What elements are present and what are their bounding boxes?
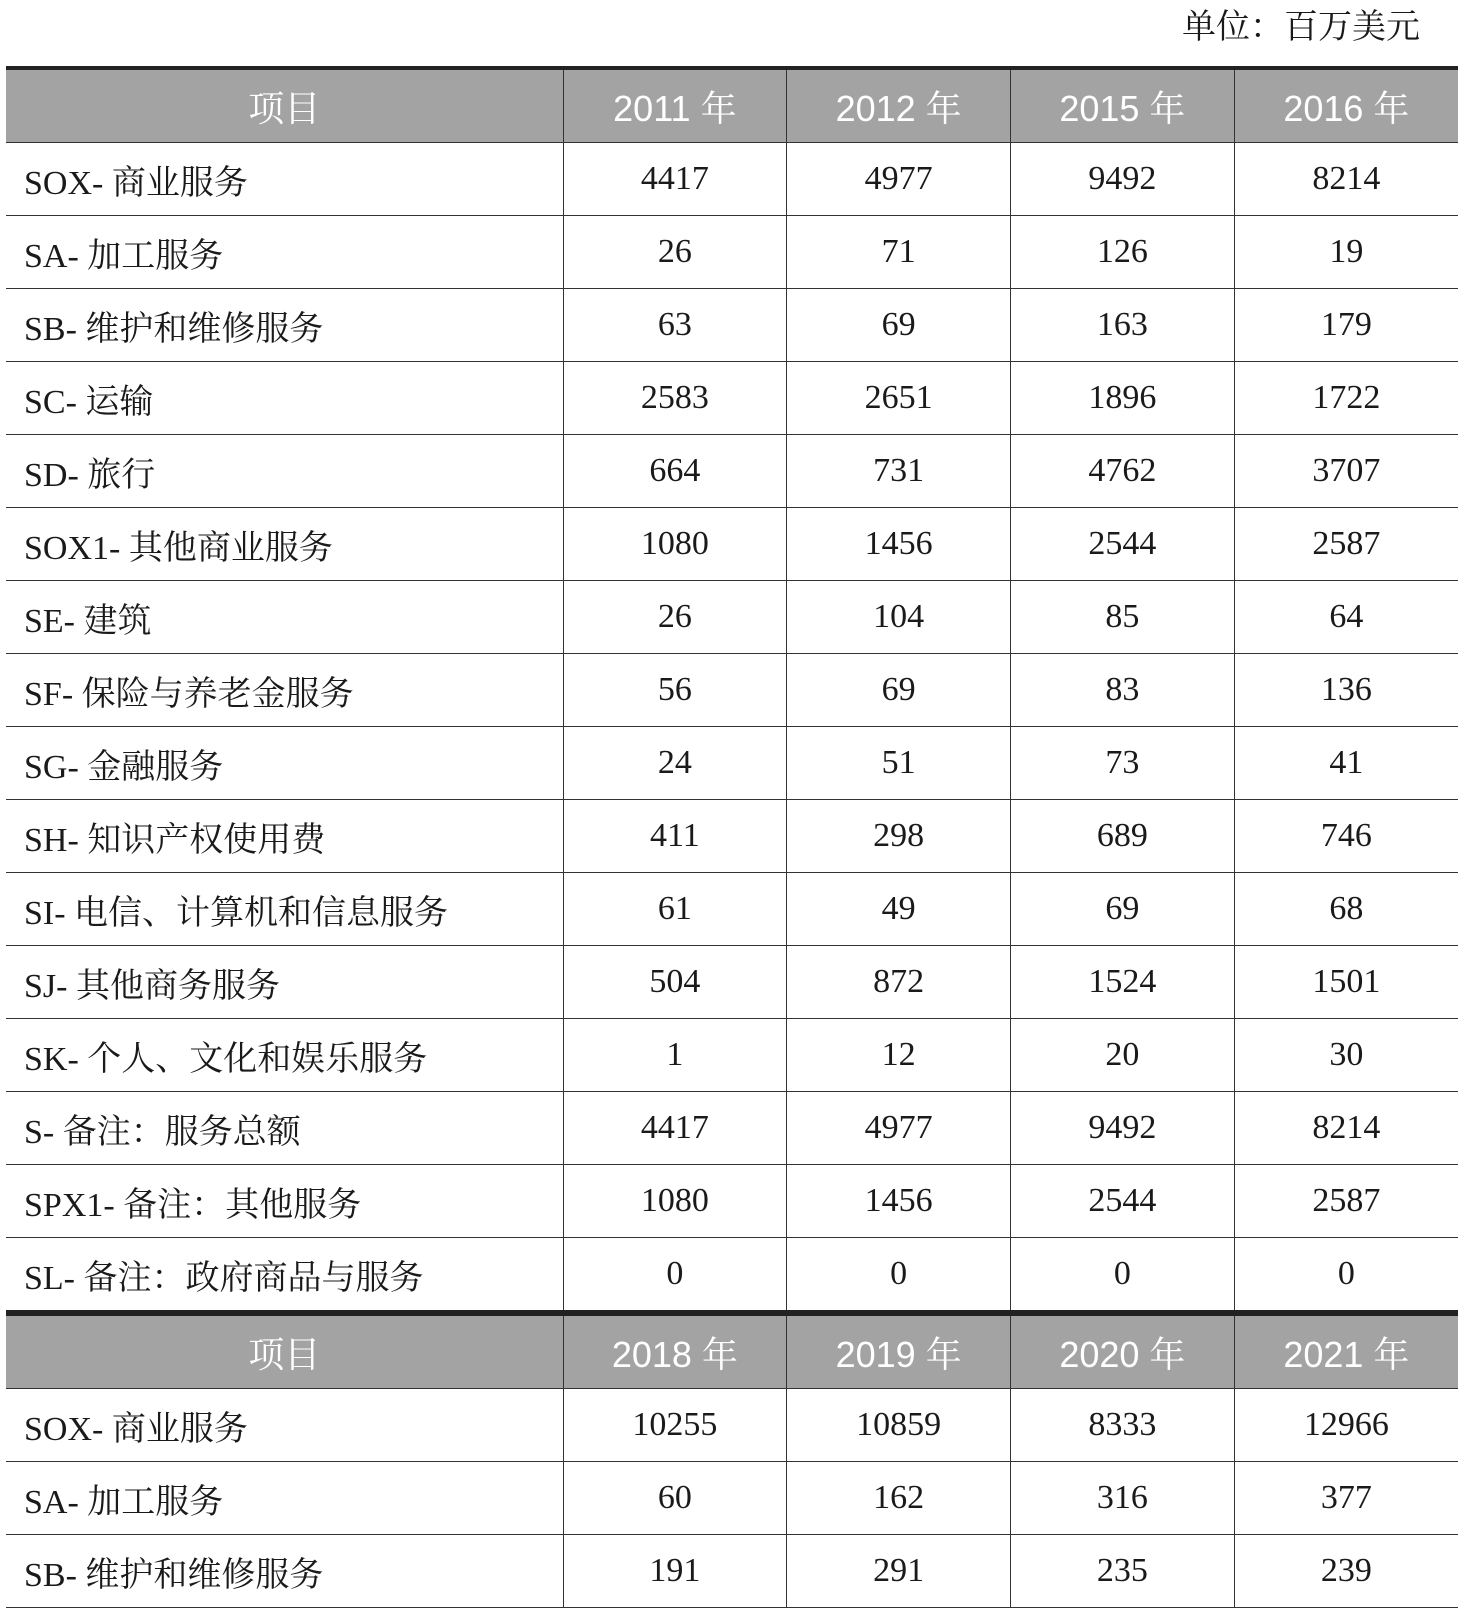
unit-label: 单位：百万美元	[1182, 9, 1420, 46]
value-cell: 60	[563, 1462, 787, 1535]
row-label: SJ- 其他商务服务	[6, 946, 563, 1019]
value-cell: 1456	[787, 1165, 1011, 1238]
row-label: SD- 旅行	[6, 435, 563, 508]
value-cell: 4977	[787, 143, 1011, 216]
row-label: SE- 建筑	[6, 581, 563, 654]
value-cell: 291	[787, 1535, 1011, 1608]
table-row	[6, 289, 1458, 362]
value-cell: 61	[563, 873, 787, 946]
value-cell: 4417	[563, 143, 787, 216]
value-cell: 24	[563, 727, 787, 800]
value-cell: 0	[563, 1238, 787, 1314]
value-cell: 2587	[1234, 1165, 1458, 1238]
table-row	[6, 654, 1458, 727]
header-row	[6, 68, 1458, 143]
value-cell: 3707	[1234, 435, 1458, 508]
value-cell: 12	[787, 1019, 1011, 1092]
value-cell: 377	[1234, 1462, 1458, 1535]
value-cell: 239	[1234, 1535, 1458, 1608]
table-row	[6, 873, 1458, 946]
row-label: SL- 备注：政府商品与服务	[6, 1238, 563, 1314]
value-cell: 73	[1011, 727, 1235, 800]
row-label: SOX1- 其他商业服务	[6, 508, 563, 581]
value-cell: 63	[563, 289, 787, 362]
value-cell: 69	[787, 654, 1011, 727]
table-row	[6, 946, 1458, 1019]
value-cell: 56	[563, 654, 787, 727]
table-row	[6, 435, 1458, 508]
value-cell: 872	[787, 946, 1011, 1019]
value-cell: 1722	[1234, 362, 1458, 435]
value-cell: 126	[1011, 216, 1235, 289]
table-row	[6, 1462, 1458, 1535]
value-cell: 689	[1011, 800, 1235, 873]
value-cell: 8214	[1234, 1092, 1458, 1165]
value-cell: 1524	[1011, 946, 1235, 1019]
services-trade-table	[6, 66, 1458, 1608]
value-cell: 411	[563, 800, 787, 873]
table-row	[6, 1019, 1458, 1092]
header-row	[6, 1313, 1458, 1389]
value-cell: 179	[1234, 289, 1458, 362]
table-row	[6, 362, 1458, 435]
value-cell: 4977	[787, 1092, 1011, 1165]
value-cell: 1	[563, 1019, 787, 1092]
table-section-2018-2021	[6, 1313, 1458, 1608]
value-cell: 2544	[1011, 1165, 1235, 1238]
table-row	[6, 800, 1458, 873]
value-cell: 8214	[1234, 143, 1458, 216]
value-cell: 731	[787, 435, 1011, 508]
value-cell: 26	[563, 581, 787, 654]
column-header-year: 2021 年	[1234, 1313, 1458, 1389]
table-row	[6, 1535, 1458, 1608]
value-cell: 104	[787, 581, 1011, 654]
value-cell: 136	[1234, 654, 1458, 727]
column-header-item: 项目	[6, 1313, 563, 1389]
column-header-year: 2011 年	[563, 68, 787, 143]
column-header-item: 项目	[6, 68, 563, 143]
column-header-year: 2019 年	[787, 1313, 1011, 1389]
value-cell: 10255	[563, 1389, 787, 1462]
row-label: SH- 知识产权使用费	[6, 800, 563, 873]
row-label: SK- 个人、文化和娱乐服务	[6, 1019, 563, 1092]
value-cell: 235	[1011, 1535, 1235, 1608]
value-cell: 68	[1234, 873, 1458, 946]
row-label: SA- 加工服务	[6, 1462, 563, 1535]
value-cell: 2544	[1011, 508, 1235, 581]
value-cell: 83	[1011, 654, 1235, 727]
value-cell: 69	[1011, 873, 1235, 946]
value-cell: 664	[563, 435, 787, 508]
row-label: SB- 维护和维修服务	[6, 1535, 563, 1608]
value-cell: 26	[563, 216, 787, 289]
value-cell: 2651	[787, 362, 1011, 435]
value-cell: 0	[787, 1238, 1011, 1314]
table-row	[6, 216, 1458, 289]
value-cell: 85	[1011, 581, 1235, 654]
table-row	[6, 143, 1458, 216]
value-cell: 71	[787, 216, 1011, 289]
value-cell: 2583	[563, 362, 787, 435]
value-cell: 9492	[1011, 143, 1235, 216]
row-label: SA- 加工服务	[6, 216, 563, 289]
row-label: SI- 电信、计算机和信息服务	[6, 873, 563, 946]
value-cell: 51	[787, 727, 1011, 800]
column-header-year: 2016 年	[1234, 68, 1458, 143]
row-label: SC- 运输	[6, 362, 563, 435]
value-cell: 1080	[563, 508, 787, 581]
value-cell: 4417	[563, 1092, 787, 1165]
value-cell: 41	[1234, 727, 1458, 800]
row-label: SOX- 商业服务	[6, 1389, 563, 1462]
value-cell: 10859	[787, 1389, 1011, 1462]
value-cell: 1456	[787, 508, 1011, 581]
value-cell: 64	[1234, 581, 1458, 654]
value-cell: 162	[787, 1462, 1011, 1535]
row-label: SOX- 商业服务	[6, 143, 563, 216]
table-row	[6, 508, 1458, 581]
value-cell: 504	[563, 946, 787, 1019]
row-label: SF- 保险与养老金服务	[6, 654, 563, 727]
value-cell: 298	[787, 800, 1011, 873]
value-cell: 9492	[1011, 1092, 1235, 1165]
value-cell: 69	[787, 289, 1011, 362]
table-section-2011-2016	[6, 68, 1458, 1313]
value-cell: 19	[1234, 216, 1458, 289]
row-label: SB- 维护和维修服务	[6, 289, 563, 362]
value-cell: 163	[1011, 289, 1235, 362]
value-cell: 1896	[1011, 362, 1235, 435]
value-cell: 0	[1011, 1238, 1235, 1314]
value-cell: 316	[1011, 1462, 1235, 1535]
value-cell: 12966	[1234, 1389, 1458, 1462]
value-cell: 191	[563, 1535, 787, 1608]
value-cell: 20	[1011, 1019, 1235, 1092]
column-header-year: 2015 年	[1011, 68, 1235, 143]
value-cell: 0	[1234, 1238, 1458, 1314]
column-header-year: 2018 年	[563, 1313, 787, 1389]
table-row	[6, 1389, 1458, 1462]
column-header-year: 2012 年	[787, 68, 1011, 143]
value-cell: 2587	[1234, 508, 1458, 581]
row-label: SPX1- 备注：其他服务	[6, 1165, 563, 1238]
value-cell: 4762	[1011, 435, 1235, 508]
value-cell: 746	[1234, 800, 1458, 873]
table-row	[6, 1092, 1458, 1165]
row-label: S- 备注：服务总额	[6, 1092, 563, 1165]
row-label: SG- 金融服务	[6, 727, 563, 800]
table-row	[6, 581, 1458, 654]
value-cell: 8333	[1011, 1389, 1235, 1462]
value-cell: 1501	[1234, 946, 1458, 1019]
value-cell: 1080	[563, 1165, 787, 1238]
value-cell: 49	[787, 873, 1011, 946]
column-header-year: 2020 年	[1011, 1313, 1235, 1389]
value-cell: 30	[1234, 1019, 1458, 1092]
table-row	[6, 1238, 1458, 1314]
table-row	[6, 1165, 1458, 1238]
table-row	[6, 727, 1458, 800]
